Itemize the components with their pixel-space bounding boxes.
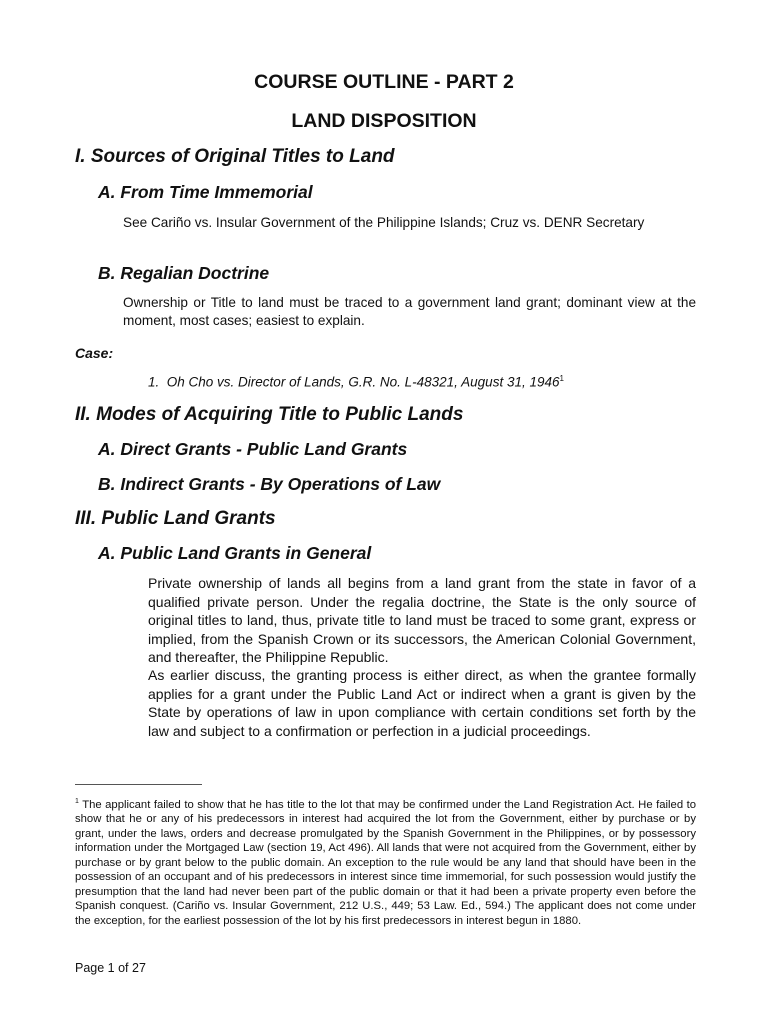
case-label: Case: — [75, 345, 114, 361]
section-heading-2: II. Modes of Acquiring Title to Public Lands — [75, 404, 464, 425]
paragraph-1a: See Cariño vs. Insular Government of the Philippine Islands; Cruz vs. DENR Secretary — [123, 215, 645, 230]
page-number: Page 1 of 27 — [75, 961, 146, 975]
case-number: 1. — [148, 374, 160, 390]
subsection-heading-1a: A. From Time Immemorial — [98, 182, 313, 202]
footnote-text: The applicant failed to show that he has title to the lot that may be confirmed under the Land Registration Act. He failed to show that he or any of his predecessors in interest had acquired the lot from the Government, either by purchase or by grant, under the laws, orders and decrease promulgated by the Spanish Government in the Philippines, or by possessory information under the Mortgaged Law (section 19, Act 496). All lands that were not acquired from the Government, either by purchase or by grant below to the public domain. An exception to the rule would be any land that should have been in the possession of an occupant and of his predecessors in interest since time immemorial, for such possession would justify the presumption that the land had never been part of the public domain or that it had been a private property even before the Spanish conquest. (Cariño vs. Insular Government, 212 U.S., 449; 53 Law. Ed., 594.) The applicant does not come under the exception, for the earliest possession of the lot by his first predecessors in interest begun in 1880. — [75, 798, 697, 927]
paragraph-3a-1: Private ownership of lands all begins from a land grant from the state in favor of a qualified private person. Under the regalia doctrine, the State is the only source of original titles to land, thus, private title to land must be traced to some grant, express or implied, from the Spanish Crown or its successors, the American Colonial Government, and thereafter, the Philippine Republic. — [148, 575, 696, 665]
case-list-item — [148, 374, 564, 390]
footnote-reference[interactable]: 1 — [559, 374, 564, 383]
footnote — [75, 795, 696, 928]
paragraph-1b: Ownership or Title to land must be traced to a government land grant; dominant view at the moment, most cases; easiest to explain. — [123, 295, 696, 329]
section-heading-1: I. Sources of Original Titles to Land — [75, 146, 395, 167]
subsection-heading-3a: A. Public Land Grants in General — [98, 543, 372, 563]
subsection-heading-1b: B. Regalian Doctrine — [98, 263, 270, 283]
footnote-number: 1 — [75, 798, 79, 805]
footnote-divider — [75, 784, 202, 785]
subsection-heading-2a: A. Direct Grants - Public Land Grants — [98, 439, 408, 459]
section-heading-3: III. Public Land Grants — [75, 508, 276, 529]
document-title: COURSE OUTLINE - PART 2 — [254, 71, 514, 93]
subsection-heading-2b: B. Indirect Grants - By Operations of Law — [98, 474, 441, 494]
case-text: Oh Cho vs. Director of Lands, G.R. No. L-48321, August 31, 1946 — [166, 374, 560, 390]
paragraph-3a-2: As earlier discuss, the granting process is either direct, as when the grantee formally applies for a grant under the Public Land Act or indirect when a grant is given by the State by operations of law in upon compliance with certain conditions set forth by the law and subject to a confirmation or perfection in a judicial proceedings. — [148, 667, 696, 739]
document-subtitle: LAND DISPOSITION — [291, 110, 477, 132]
